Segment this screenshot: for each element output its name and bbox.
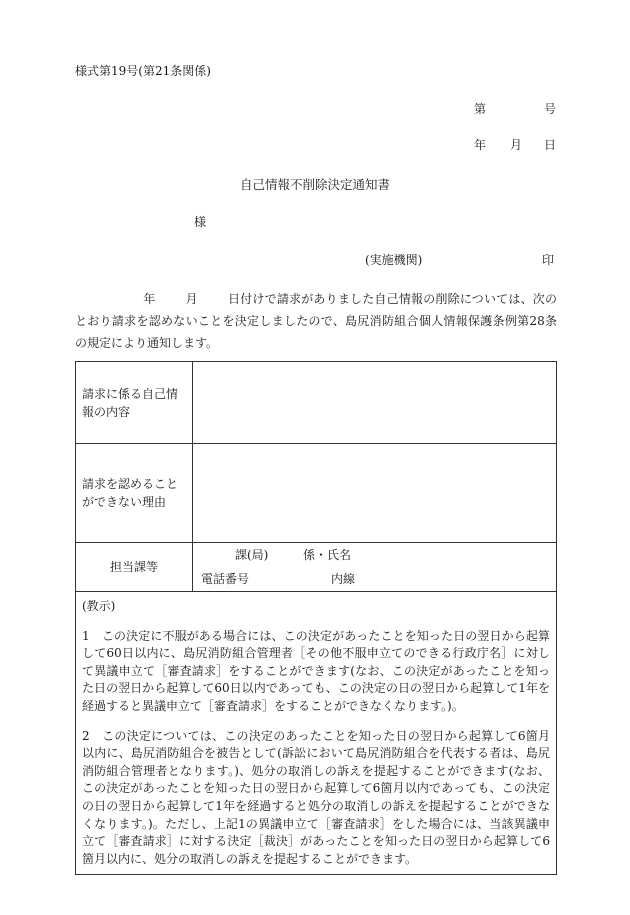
issuer-label: (実施機関) <box>365 253 423 267</box>
notice-paragraph-2: 2 この決定については、この決定のあったことを知った日の翌日から起算して6箇月以内に、島尻消防組合を被告として(訴訟において島尻消防組合を代表する者は、島尻消防組合管理者となります。)、処分の取消しの訴えを提起することができます(なお、この決定があったことを知った日の翌日から起算して6箇月以内であっても、この決定の日の翌日から起算して1年を経過すると処分の取消しの訴えを提起することができなくなります。)。ただし、上記1の異議申立て［審査請求］をした場合には、当該異議申立て［審査請求］に対する決定［裁決］があったことを知った日の翌日から起算して6箇月以内に、処分の取消しの訴えを提起することができます。 <box>82 728 550 866</box>
intro-year: 年 <box>143 292 156 306</box>
table-row-staff <box>76 543 557 592</box>
date-month: 月 <box>510 138 523 152</box>
reason-content-field[interactable] <box>193 444 557 543</box>
intro-paragraph <box>75 288 557 354</box>
decision-table <box>75 361 557 875</box>
number-prefix: 第 <box>474 102 487 116</box>
staff-division-label: 課(局) <box>235 548 269 562</box>
seal-mark: 印 <box>542 253 555 267</box>
reason-label: 請求を認めることができない理由 <box>76 444 193 543</box>
notice-paragraph-1: 1 この決定に不服がある場合には、この決定があったことを知った日の翌日から起算して60日以内に、島尻消防組合管理者［その他不服申立てのできる行政庁名］に対して異議申立て［審査請求］をすることができます(なお、この決定があったことを知った日の翌日から起算して60日以内であっても、この決定の日の翌日から起算して1年を経過すると異議申立て［審査請求］をすることができなくなります。)。 <box>82 628 550 713</box>
number-suffix: 号 <box>543 102 556 116</box>
staff-extension-label: 内線 <box>331 572 356 586</box>
intro-text: 日付けで請求がありました自己情報の削除については、次のとおり請求を認めないことを決定しましたので、島尻消防組合個人情報保護条例第28条の規定により通知します。 <box>75 292 557 350</box>
notice-heading: (教示) <box>82 599 116 613</box>
staff-label: 担当課等 <box>76 543 193 592</box>
staff-phone-label: 電話番号 <box>201 572 250 586</box>
form-number: 様式第19号(第21条関係) <box>75 64 211 78</box>
notice-section <box>76 592 557 875</box>
addressee-suffix: 様 <box>194 215 207 229</box>
table-row-reason <box>76 444 557 543</box>
date-year: 年 <box>474 138 487 152</box>
staff-person-label: 係・氏名 <box>303 548 352 562</box>
table-row-notice <box>76 592 557 875</box>
staff-info-field[interactable] <box>193 543 557 592</box>
request-label: 請求に係る自己情報の内容 <box>76 362 193 444</box>
intro-month: 月 <box>185 292 198 306</box>
table-row-request <box>76 362 557 444</box>
document-title: 自己情報不削除決定通知書 <box>239 177 390 192</box>
request-content-field[interactable] <box>193 362 557 444</box>
date-day: 日 <box>543 138 556 152</box>
